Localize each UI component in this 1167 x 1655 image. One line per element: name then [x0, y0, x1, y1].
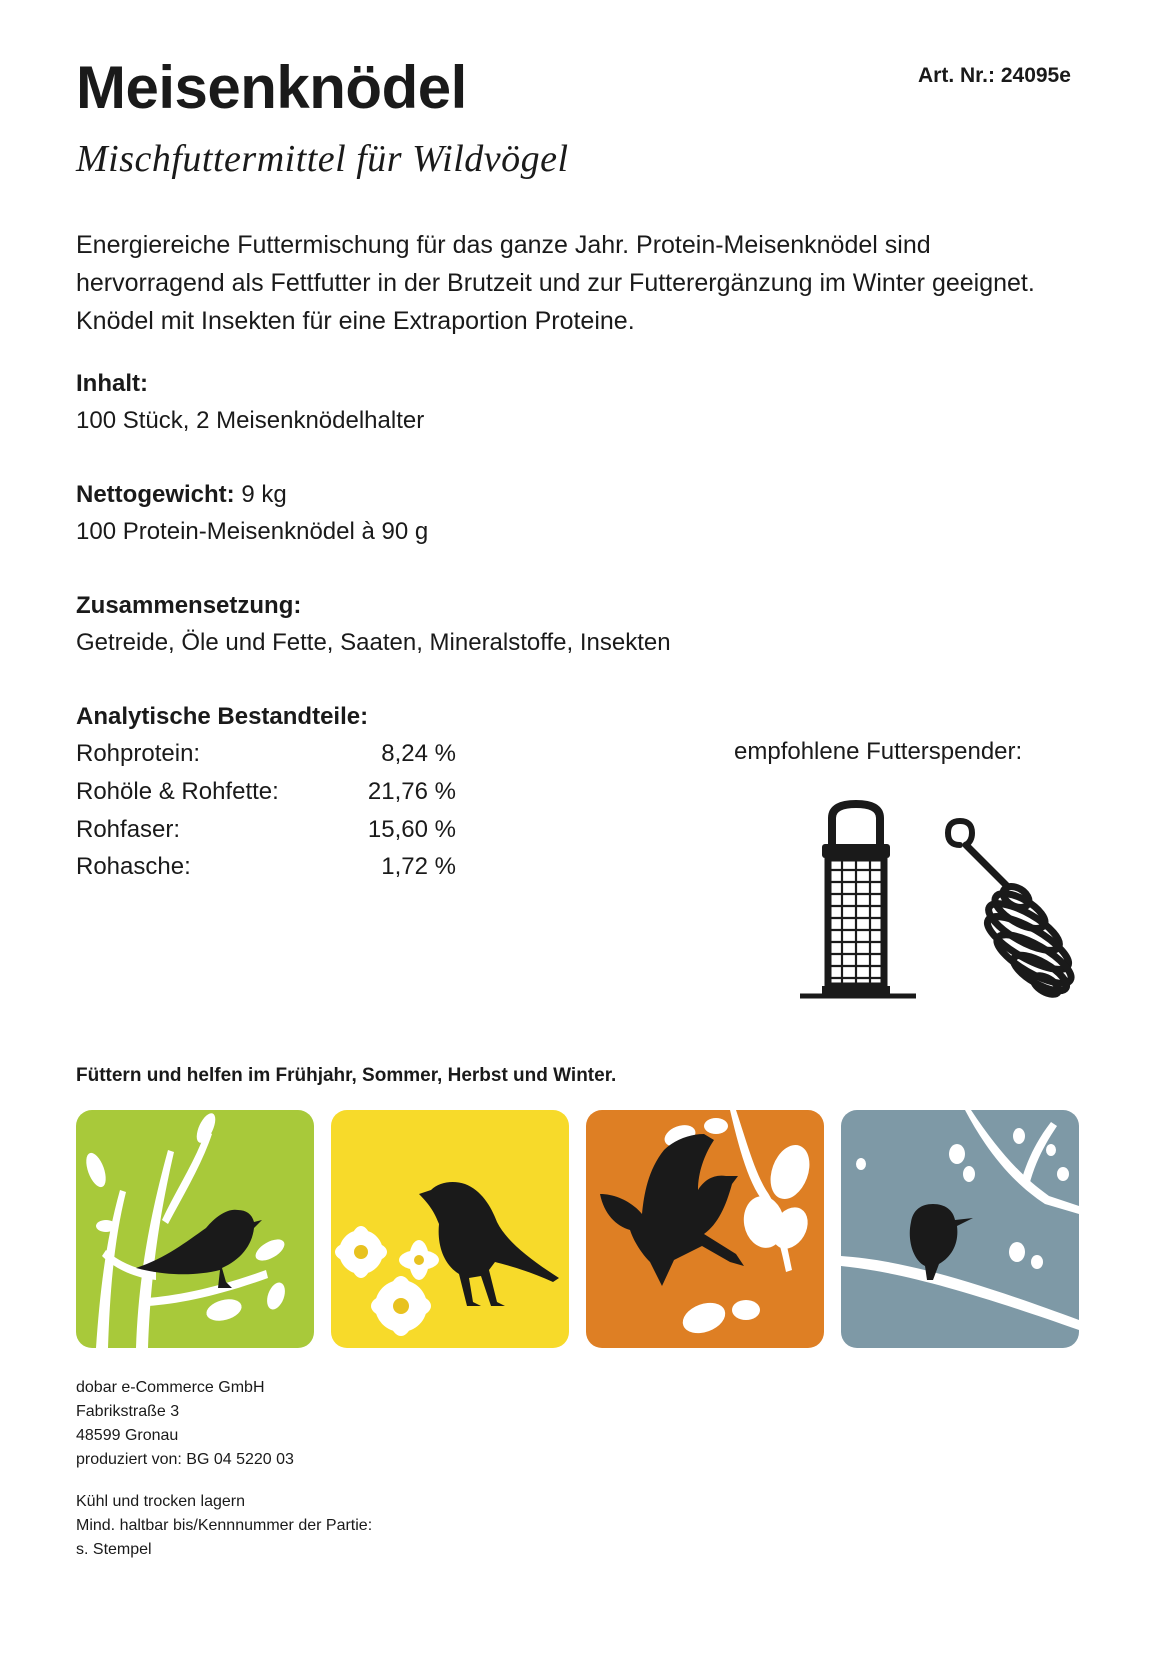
- spiral-ball-holder-icon: [930, 815, 1080, 1005]
- analyse-row: [76, 740, 456, 778]
- netto-heading: Nettogewicht:: [76, 481, 235, 508]
- spring-tile: [76, 1110, 314, 1348]
- winter-tile: [841, 1110, 1079, 1348]
- address-line: produziert von: BG 04 5220 03: [76, 1451, 294, 1468]
- spring-bird-image: [76, 1110, 314, 1348]
- analyse-row-value: 8,24 %: [381, 740, 456, 767]
- summer-tile: [331, 1110, 569, 1348]
- autumn-tile: [586, 1110, 824, 1348]
- product-description: Energiereiche Futtermischung für das ganze Jahr. Protein-Meisenknödel sind hervorragend als Fettfutter in der Brutzeit und zur Futterergänzung im Winter geeignet. Knödel mit Insekten für eine Extraportion Proteine.: [76, 231, 1035, 335]
- manufacturer-address: [76, 1376, 294, 1472]
- inhalt-value: 100 Stück, 2 Meisenknödelhalter: [76, 407, 425, 434]
- storage-line: Mind. haltbar bis/Kennnummer der Partie:: [76, 1517, 373, 1534]
- analyse-row: [76, 853, 456, 891]
- analyse-row-value: 1,72 %: [381, 853, 456, 880]
- analyse-row-label: Rohprotein:: [76, 740, 201, 767]
- article-number: Art. Nr.: 24095e: [918, 64, 1071, 87]
- netto-line: [76, 481, 287, 509]
- address-line: dobar e-Commerce GmbH: [76, 1379, 265, 1396]
- netto-value: 9 kg: [234, 481, 287, 508]
- seasons-tagline: Füttern und helfen im Frühjahr, Sommer, Herbst und Winter.: [76, 1065, 617, 1086]
- storage-info: [76, 1490, 372, 1562]
- address-line: Fabrikstraße 3: [76, 1403, 180, 1420]
- summer-bird-image: [331, 1110, 569, 1348]
- autumn-bird-image: [586, 1110, 824, 1348]
- analyse-row: [76, 778, 456, 816]
- analyse-row-value: 15,60 %: [367, 816, 456, 843]
- page-title: Meisenknödel: [76, 54, 467, 121]
- analyse-row-label: Rohöle & Rohfette:: [76, 778, 279, 805]
- storage-line: Kühl und trocken lagern: [76, 1493, 245, 1510]
- netto-detail: 100 Protein-Meisenknödel à 90 g: [76, 518, 429, 545]
- feeder-label: empfohlene Futterspender:: [734, 738, 1023, 765]
- analyse-row: [76, 816, 456, 854]
- analyse-row-label: Rohasche:: [76, 853, 191, 880]
- inhalt-heading: Inhalt:: [76, 370, 148, 397]
- zusammensetzung-value: Getreide, Öle und Fette, Saaten, Mineralstoffe, Insekten: [76, 629, 671, 656]
- page-subtitle: Mischfuttermittel für Wildvögel: [76, 138, 569, 180]
- analyse-heading: Analytische Bestandteile:: [76, 703, 369, 730]
- address-line: 48599 Gronau: [76, 1427, 179, 1444]
- storage-line: s. Stempel: [76, 1541, 152, 1558]
- analyse-row-label: Rohfaser:: [76, 816, 181, 843]
- analyse-row-value: 21,76 %: [367, 778, 456, 805]
- winter-bird-image: [841, 1110, 1079, 1348]
- zusammensetzung-heading: Zusammensetzung:: [76, 592, 302, 619]
- silo-feeder-icon: [800, 800, 920, 1010]
